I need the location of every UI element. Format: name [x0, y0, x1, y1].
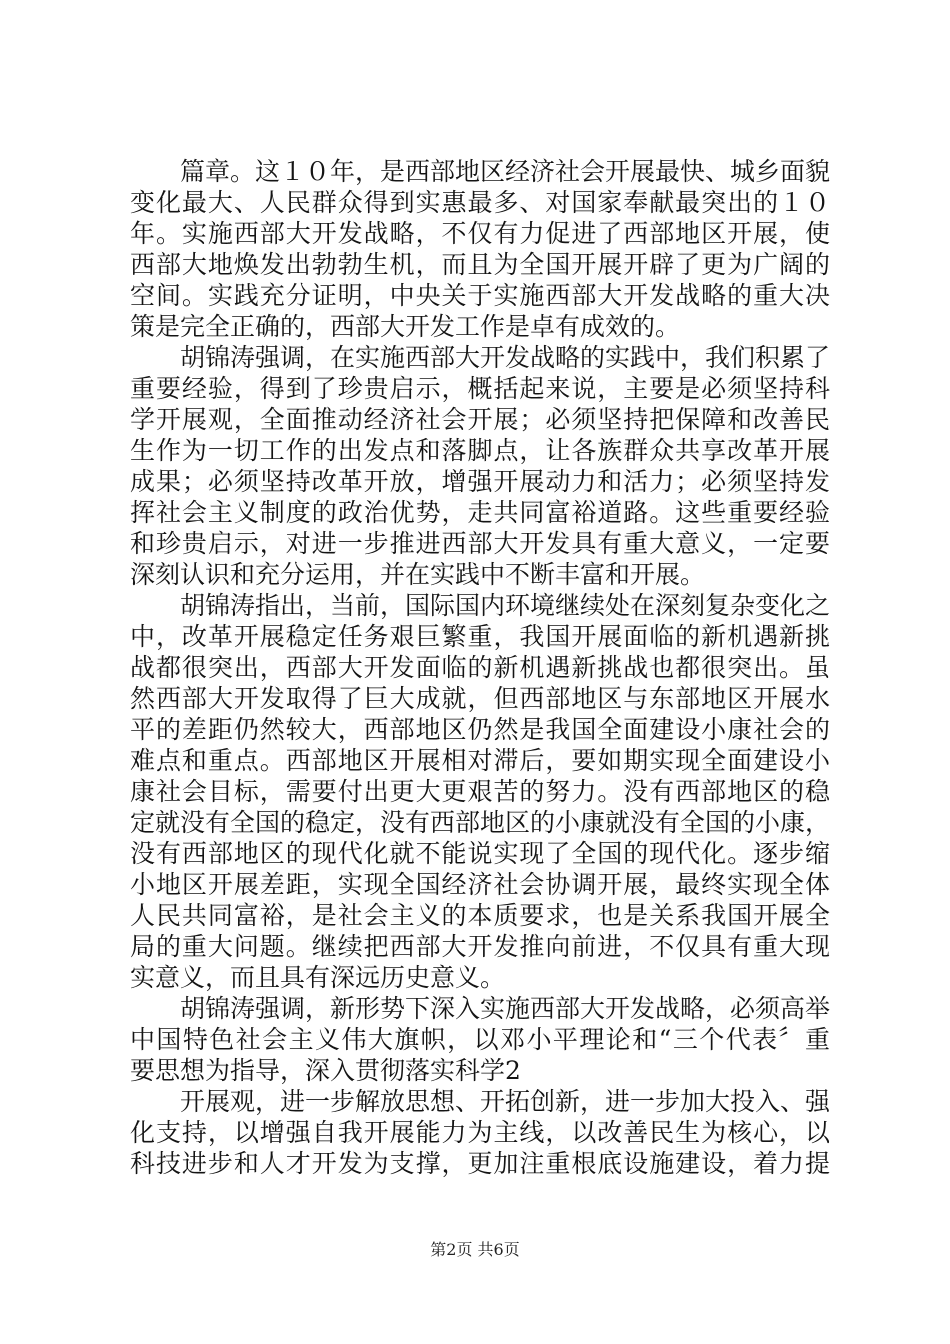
paragraph-1: [130, 156, 830, 342]
text-line: 小地区开展差距，实现全国经济社会协调开展，最终实现全体: [130, 870, 830, 899]
paragraph-4: [130, 993, 830, 1086]
text-line: 然西部大开发取得了巨大成就，但西部地区与东部地区开展水: [130, 684, 830, 713]
text-line: 深刻认识和充分运用，并在实践中不断丰富和开展。: [130, 560, 706, 589]
text-line: 变化最大、人民群众得到实惠最多、对国家奉献最突出的１０: [130, 188, 830, 217]
text-line: 胡锦涛指出，当前，国际国内环境继续处在深刻复杂变化之: [180, 591, 831, 620]
page-number: 第2页 共6页: [430, 1240, 520, 1259]
text-line: 生作为一切工作的出发点和落脚点，让各族群众共享改革开展: [130, 436, 830, 465]
text-line: 局的重大问题。继续把西部大开发推向前进，不仅具有重大现: [130, 932, 830, 961]
text-line: 中，改革开展稳定任务艰巨繁重，我国开展面临的新机遇新挑: [130, 622, 830, 651]
text-line: 没有西部地区的现代化就不能说实现了全国的现代化。逐步缩: [130, 839, 830, 868]
text-line: 年。实施西部大开发战略，不仅有力促进了西部地区开展，使: [130, 219, 830, 248]
text-line: 成果；必须坚持改革开放，增强开展动力和活力；必须坚持发: [130, 467, 830, 496]
text-line: 开展观，进一步解放思想、开拓创新，进一步加大投入、强: [180, 1087, 831, 1116]
document-body: [130, 156, 830, 1179]
paragraph-5: [130, 1086, 830, 1179]
text-line: 胡锦涛强调，在实施西部大开发战略的实践中，我们积累了: [180, 343, 831, 372]
text-line: 学开展观，全面推动经济社会开展；必须坚持把保障和改善民: [130, 405, 830, 434]
text-line: 要思想为指导，深入贯彻落实科学2: [130, 1056, 521, 1085]
text-line: 空间。实践充分证明，中央关于实施西部大开发战略的重大决: [130, 281, 830, 310]
text-line: 战都很突出，西部大开发面临的新机遇新挑战也都很突出。虽: [130, 653, 830, 682]
text-line: 难点和重点。西部地区开展相对滞后，要如期实现全面建设小: [130, 746, 830, 775]
paragraph-3: [130, 590, 830, 993]
text-line: 挥社会主义制度的政治优势，走共同富裕道路。这些重要经验: [130, 498, 830, 527]
text-line: 实意义，而且具有深远历史意义。: [130, 963, 506, 992]
text-line: 和珍贵启示，对进一步推进西部大开发具有重大意义，一定要: [130, 529, 830, 558]
text-line: 西部大地焕发出勃勃生机，而且为全国开展开辟了更为广阔的: [130, 250, 830, 279]
text-line: 科技进步和人才开发为支撑，更加注重根底设施建设，着力提: [130, 1149, 830, 1178]
text-line: 重要经验，得到了珍贵启示，概括起来说，主要是必须坚持科: [130, 374, 830, 403]
page-footer: [0, 1238, 950, 1262]
text-line: 平的差距仍然较大，西部地区仍然是我国全面建设小康社会的: [130, 715, 830, 744]
text-line: 胡锦涛强调，新形势下深入实施西部大开发战略，必须高举: [180, 994, 831, 1023]
text-line: 化支持，以增强自我开展能力为主线，以改善民生为核心，以: [130, 1118, 830, 1147]
text-line: 篇章。这１０年，是西部地区经济社会开展最快、城乡面貌: [180, 157, 831, 186]
text-line: 康社会目标，需要付出更大更艰苦的努力。没有西部地区的稳: [130, 777, 830, 806]
text-line: 人民共同富裕，是社会主义的本质要求，也是关系我国开展全: [130, 901, 830, 930]
paragraph-2: [130, 342, 830, 590]
text-line: 策是完全正确的，西部大开发工作是卓有成效的。: [130, 312, 681, 341]
text-line: 定就没有全国的稳定，没有西部地区的小康就没有全国的小康，: [130, 808, 831, 837]
text-line: 中国特色社会主义伟大旗帜，以邓小平理论和“三个代表〞重: [130, 1025, 830, 1054]
